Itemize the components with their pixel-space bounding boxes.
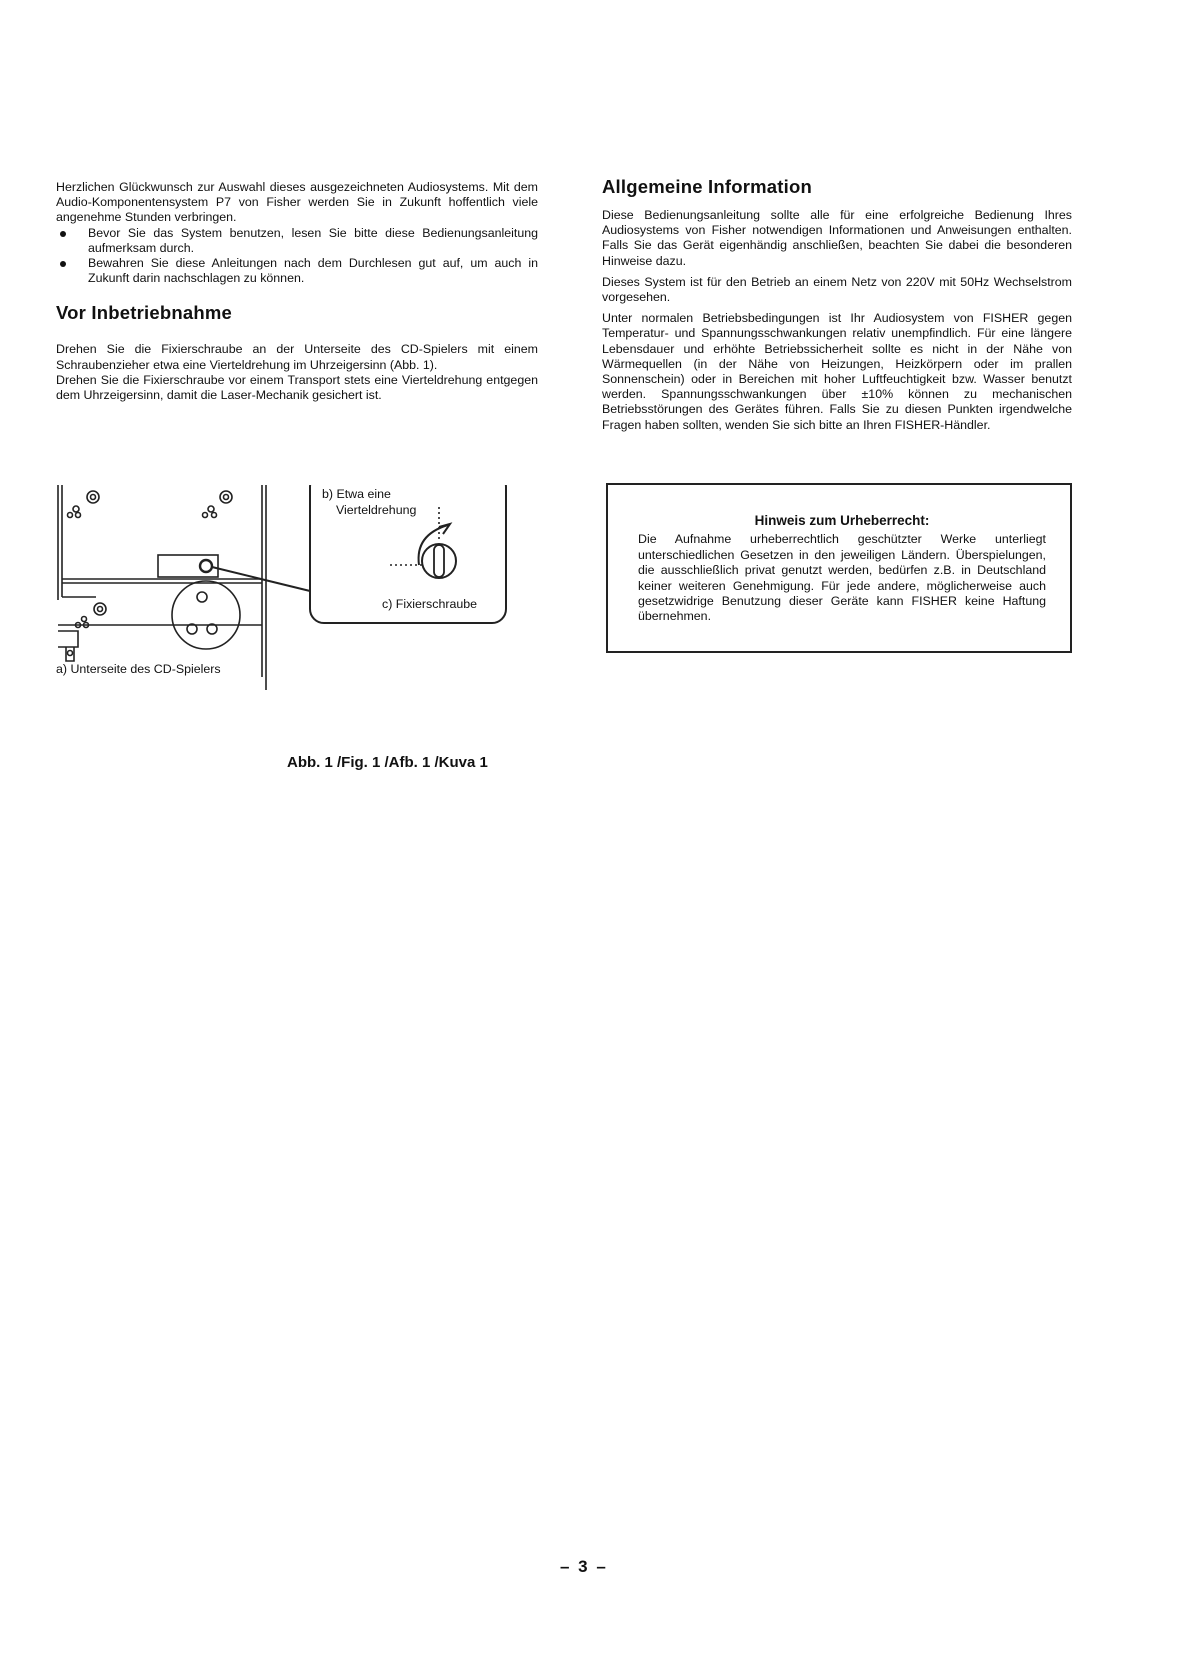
intro-paragraph: Herzlichen Glückwunsch zur Auswahl dieses ausgezeichneten Audiosystems. Mit dem Audio-Komponentensystem P7 von Fisher werden Sie in Zukunft hoffentlich viele angenehme Stunden verbringen.	[56, 180, 538, 225]
paragraph-fixierschraube-1: Drehen Sie die Fixierschraube an der Unterseite des CD-Spielers mit einem Schraubenzieher etwa eine Vierteldrehung im Uhrzeigersinn (Abb. 1).	[56, 342, 538, 372]
figure-label-c: c) Fixierschraube	[382, 597, 478, 611]
figure-caption: Abb. 1 /Fig. 1 /Afb. 1 /Kuva 1	[287, 754, 488, 771]
figure-label-b: b) Etwa eine	[322, 487, 391, 501]
copyright-notice-box	[606, 483, 1072, 653]
paragraph-info-3: Unter normalen Betriebsbedingungen ist Ihr Audiosystem von FISHER gegen Temperatur- und Spannungsschwankungen relativ unempfindlich. Für eine längere Lebensdauer und erhöhte Betriebssicherheit sollte es nicht in der Nähe von Wärmequellen (in der Nähe von Heizungen, Heizkörpern oder im prallen Sonnenschein) oder in Bereichen mit hoher Luftfeuchtigkeit bzw. Wasser benutzt werden. Spannungsschwankungen über ±10% können zu mechanischen Betriebsstörungen des Gerätes führen. Falls Sie zu diesen Punkten irgendwelche Fragen haben sollten, wenden Sie sich bitte an Ihren FISHER-Händler.	[602, 311, 1072, 432]
section-heading-vor-inbetriebnahme: Vor Inbetriebnahme	[56, 302, 232, 324]
section-heading-allgemeine-information: Allgemeine Information	[602, 176, 812, 197]
figure-cd-player-underside	[56, 485, 546, 720]
paragraph-fixierschraube-2: Drehen Sie die Fixierschraube vor einem Transport stets eine Vierteldrehung entgegen dem Uhrzeigersinn, damit die Laser-Mechanik gesichert ist.	[56, 372, 538, 403]
page-number: – 3 –	[560, 1557, 608, 1576]
paragraph-info-1: Diese Bedienungsanleitung sollte alle für eine erfolgreiche Bedienung Ihres Audiosystems von Fisher notwendigen Informationen und Anweisungen enthalten. Falls Sie das Gerät eigenhändig anschließen, beachten Sie dabei die besonderen Hinweise dazu.	[602, 208, 1072, 268]
paragraph-info-2: Dieses System ist für den Betrieb an einem Netz von 220V mit 50Hz Wechselstrom vorgesehen.	[602, 274, 1072, 305]
left-column	[56, 180, 538, 403]
bullet-item: Bewahren Sie diese Anleitungen nach dem Durchlesen gut auf, um auch in Zukunft darin nachschlagen zu können.	[56, 256, 538, 286]
notice-text: Die Aufnahme urheberrechtlich geschützter Werke unterliegt unterschiedlichen Gesetzen in den jeweiligen Ländern. Überspielungen, die ausschließlich privat genutzt werden, bedürfen z.B. in Deutschland keiner weiteren Genehmigung. Für jede andere, möglicherweise auch gesetzwidrige Benutzung dieser Geräte kann FISHER keine Haftung übernehmen.	[638, 532, 1046, 624]
right-column	[602, 176, 1072, 433]
bullet-item: Bevor Sie das System benutzen, lesen Sie bitte diese Bedienungsanleitung aufmerksam durch.	[56, 226, 538, 256]
figure-label-a: a) Unterseite des CD-Spielers	[56, 662, 221, 676]
intro-bullet-list	[56, 226, 538, 287]
figure-label-b-cont: Vierteldrehung	[336, 503, 417, 517]
notice-title: Hinweis zum Urheberrecht:	[754, 513, 930, 528]
